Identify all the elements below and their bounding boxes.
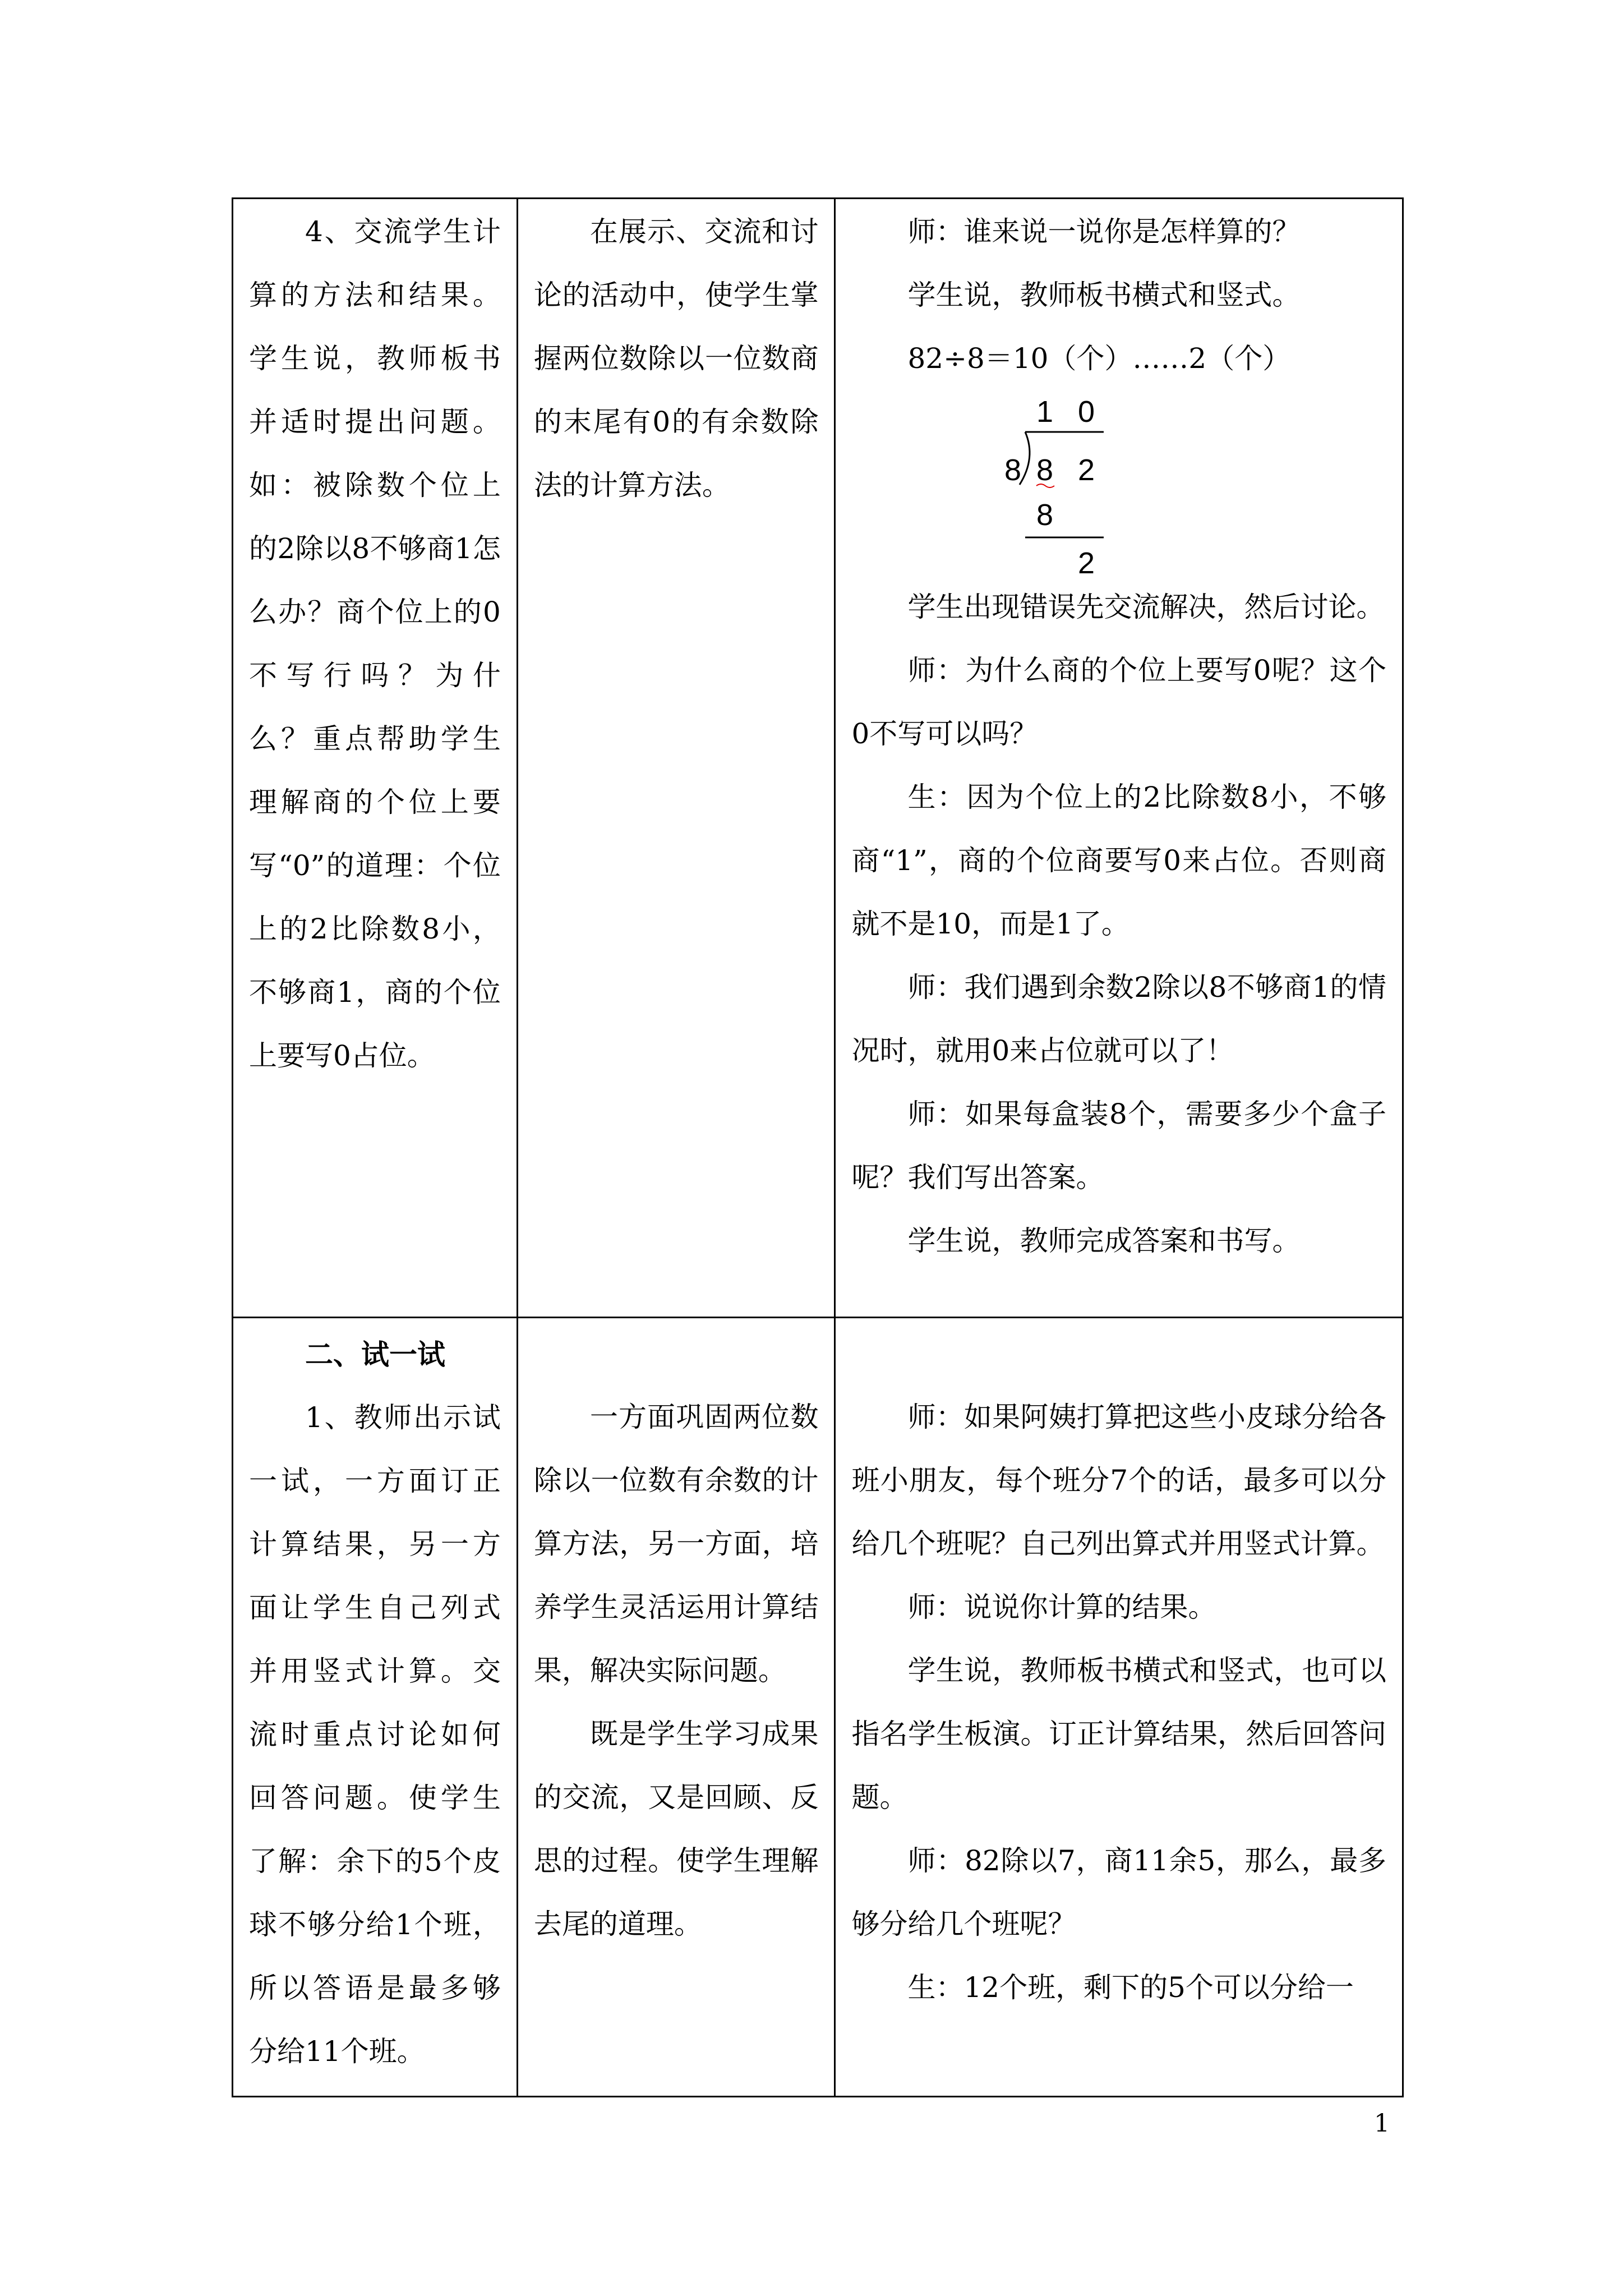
activity-cell bbox=[233, 1318, 518, 2097]
table-row bbox=[233, 199, 1403, 1318]
dialogue-line: 学生说，教师板书横式和竖式，也可以指名学生板演。订正计算结果，然后回答问题。 bbox=[851, 1654, 1386, 1814]
page-number: 1 bbox=[1374, 2109, 1390, 2138]
long-division-figure bbox=[851, 390, 1373, 576]
dialogue-line: 师：我们遇到余数2除以8不够商1的情况时，就用0来占位就可以了！ bbox=[851, 971, 1386, 1067]
dialogue-line: 学生出现错误先交流解决，然后讨论。 bbox=[907, 591, 1385, 623]
dividend-tens: 8 bbox=[1036, 453, 1054, 487]
dialogue-line: 师：谁来说一说你是怎样算的？ bbox=[907, 215, 1301, 248]
equation-line: 82÷8＝10（个）……2（个） bbox=[907, 342, 1291, 375]
quotient-ones: 0 bbox=[1078, 395, 1095, 429]
purpose-cell bbox=[517, 1318, 835, 2097]
dividend-ones: 2 bbox=[1078, 453, 1095, 487]
dialogue-line: 生：12个班，剩下的5个可以分给一 bbox=[907, 1971, 1354, 2004]
product-digit: 8 bbox=[1036, 498, 1054, 532]
process-cell bbox=[835, 199, 1403, 1318]
dialogue-line: 师：82除以7，商11余5，那么，最多够分给几个班呢？ bbox=[851, 1844, 1386, 1940]
purpose-text: 在展示、交流和讨论的活动中，使学生掌握两位数除以一位数商的末尾有0的有余数除法的计算方法。 bbox=[533, 215, 819, 501]
activity-text: 1、教师出示试一试，一方面订正计算结果，另一方面让学生自己列式并用竖式计算。交流时重点讨论如何回答问题。使学生了解：余下的5个皮球不够分给1个班，所以答语是最多够分给11个班。 bbox=[249, 1401, 501, 2068]
section-heading: 二、试一试 bbox=[305, 1338, 445, 1371]
purpose-text: 既是学生学习成果的交流，又是回顾、反思的过程。使学生理解去尾的道理。 bbox=[533, 1718, 819, 1940]
activity-cell bbox=[233, 199, 518, 1318]
dialogue-line: 师：为什么商的个位上要写0呢？这个0不写可以吗？ bbox=[851, 654, 1386, 750]
spacer bbox=[534, 1323, 819, 1386]
lesson-plan-table bbox=[232, 197, 1404, 2097]
dialogue-line: 师：如果阿姨打算把这些小皮球分给各班小朋友，每个班分7个的话，最多可以分给几个班呢？自己列出算式并用竖式计算。 bbox=[851, 1401, 1386, 1560]
dialogue-line: 生：因为个位上的2比除数8小，不够商“1”，商的个位商要写0来占位。否则商就不是10，而是1了。 bbox=[851, 781, 1386, 940]
dialogue-line: 学生说，教师完成答案和书写。 bbox=[907, 1225, 1301, 1257]
long-division bbox=[851, 390, 1373, 576]
dialogue-line: 师：说说你计算的结果。 bbox=[907, 1591, 1216, 1623]
purpose-text: 一方面巩固两位数除以一位数有余数的计算方法，另一方面，培养学生灵活运用计算结果，解决实际问题。 bbox=[533, 1401, 819, 1687]
divisor-digit: 8 bbox=[1004, 453, 1022, 487]
table-row bbox=[233, 1318, 1403, 2097]
dialogue-line: 学生说，教师板书横式和竖式。 bbox=[907, 279, 1301, 311]
activity-text: 4、交流学生计算的方法和结果。学生说，教师板书并适时提出问题。如：被除数个位上的2除以8不够商1怎么办？商个位上的0不写行吗？为什么？重点帮助学生理解商的个位上要写“0”的道理：个位上的2比除数8小，不够商1，商的个位上要写0占位。 bbox=[249, 215, 501, 1072]
purpose-cell bbox=[517, 199, 835, 1318]
spacer bbox=[851, 1323, 1386, 1386]
dialogue-line: 师：如果每盒装8个，需要多少个盒子呢？我们写出答案。 bbox=[851, 1098, 1386, 1194]
remainder-digit: 2 bbox=[1078, 546, 1095, 576]
process-cell bbox=[835, 1318, 1403, 2097]
quotient-tens: 1 bbox=[1036, 395, 1054, 429]
